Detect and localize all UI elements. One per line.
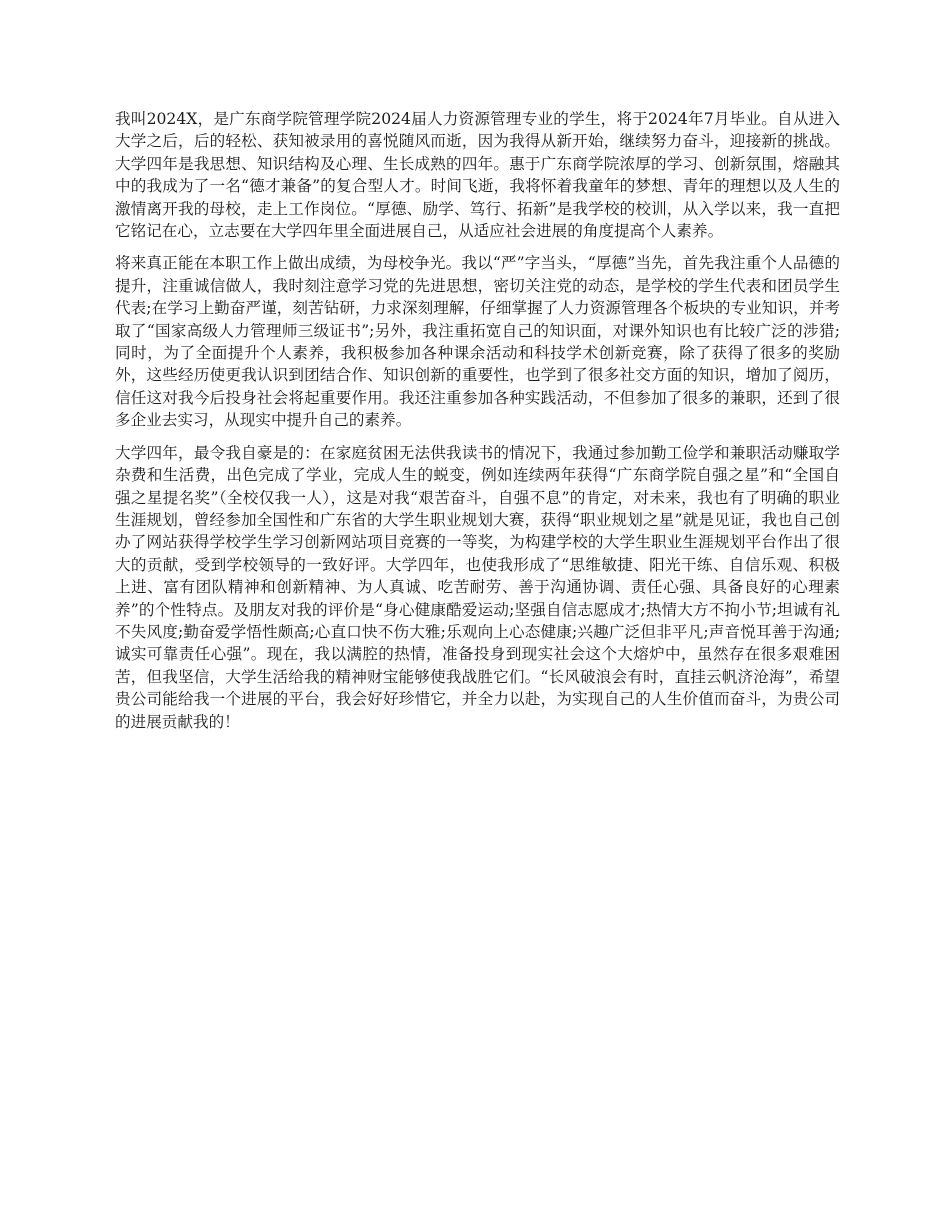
paragraph-3: 大学四年，最令我自豪是的：在家庭贫困无法供我读书的情况下，我通过参加勤工俭学和兼职活动赚取学杂费和生活费，出色完成了学业，完成人生的蜕变，例如连续两年获得“广东商学院自强之星”和“全国自强之星提名奖”（全校仅我一人），这是对我“艰苦奋斗，自强不息”的肯定，对未来，我也有了明确的职业生涯规划，曾经参加全国性和广东省的大学生职业规划大赛，获得“职业规划之星”就是见证，我也自己创办了网站获得学校学生学习创新网站项目竞赛的一等奖，为构建学校的大学生职业生涯规划平台作出了很大的贡献，受到学校领导的一致好评。大学四年，也使我形成了“思维敏捷、阳光干练、自信乐观、积极上进、富有团队精神和创新精神、为人真诚、吃苦耐劳、善于沟通协调、责任心强、具备良好的心理素养”的个性特点。及朋友对我的评价是“身心健康酷爱运动;坚强自信志愿成才;热情大方不拘小节;坦诚有礼不失风度;勤奋爱学悟性颇高;心直口快不伤大雅;乐观向上心态健康;兴趣广泛但非平凡;声音悦耳善于沟通;诚实可靠责任心强”。现在，我以满腔的热情，准备投身到现实社会这个大熔炉中，虽然存在很多艰难困苦，但我坚信，大学生活给我的精神财宝能够使我战胜它们。“长风破浪会有时，直挂云帆济沧海”，希望贵公司能给我一个进展的平台，我会好好珍惜它，并全力以赴，为实现自己的人生价值而奋斗，为贵公司的进展贡献我的！ [115, 443, 840, 731]
document-body [115, 108, 840, 743]
paragraph-1: 我叫2024X，是广东商学院管理学院2024届人力资源管理专业的学生，将于2024年7月毕业。自从进入大学之后，后的轻松、获知被录用的喜悦随风而逝，因为我得从新开始，继续努力奋斗，迎接新的挑战。大学四年是我思想、知识结构及心理、生长成熟的四年。惠于广东商学院浓厚的学习、创新氛围，熔融其中的我成为了一名“德才兼备”的复合型人才。时间飞逝，我将怀着我童年的梦想、青年的理想以及人生的激情离开我的母校，走上工作岗位。“厚德、励学、笃行、拓新”是我学校的校训，从入学以来，我一直把它铭记在心，立志要在大学四年里全面进展自己，从适应社会进展的角度提高个人素养。 [115, 110, 840, 241]
paragraph-2: 将来真正能在本职工作上做出成绩，为母校争光。我以“严”字当头，“厚德”当先，首先我注重个人品德的提升，注重诚信做人，我时刻注意学习党的先进思想，密切关注党的动态，是学校的学生代表和团员学生代表;在学习上勤奋严谨，刻苦钻研，力求深刻理解，仔细掌握了人力资源管理各个板块的专业知识，并考取了“国家高级人力管理师三级证书”;另外，我注重拓宽自己的知识面，对课外知识也有比较广泛的涉猎;同时，为了全面提升个人素养，我积极参加各种课余活动和科技学术创新竞赛，除了获得了很多的奖励外，这些经历使更我认识到团结合作、知识创新的重要性，也学到了很多社交方面的知识，增加了阅历，信任这对我今后投身社会将起重要作用。我还注重参加各种实践活动，不但参加了很多的兼职，还到了很多企业去实习，从现实中提升自己的素养。 [115, 254, 840, 430]
